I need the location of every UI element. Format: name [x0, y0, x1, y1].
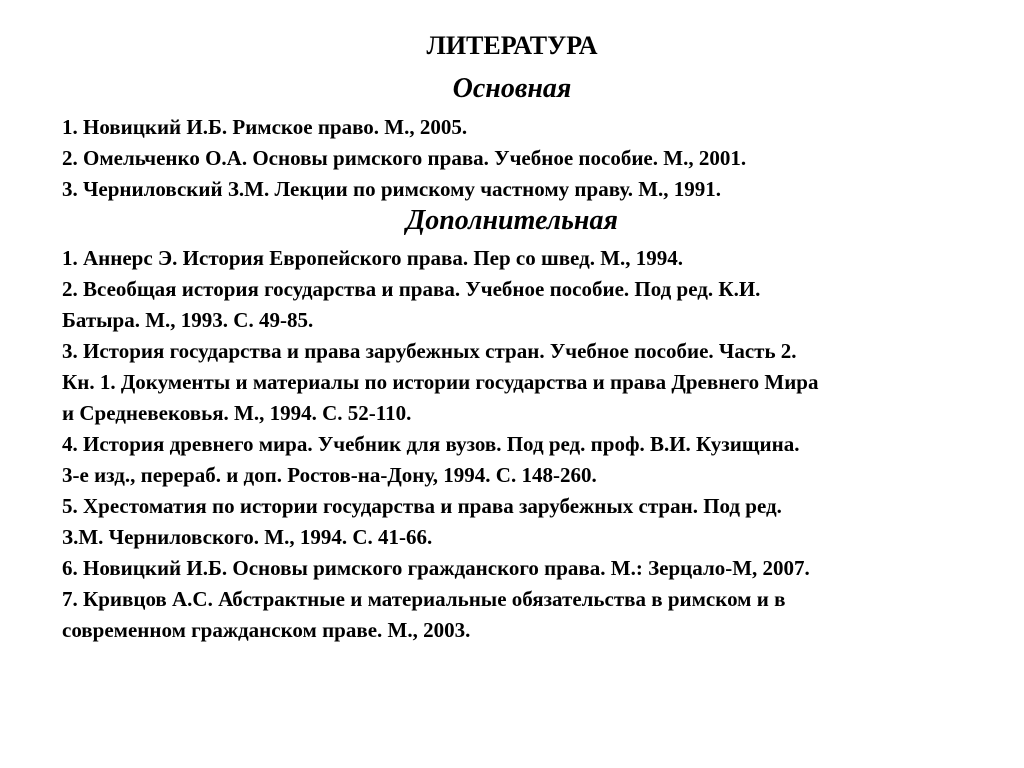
list-item: 1. Новицкий И.Б. Римское право. М., 2005.	[62, 115, 468, 139]
list-item: 3. История государства и права зарубежных стран. Учебное пособие. Часть 2. Кн. 1. Документы и материалы по истории государства и права Древнего Мира и Средневековья. М., 1994. С. 52-110.	[62, 339, 819, 425]
list-item: 7. Кривцов А.С. Абстрактные и материальные обязательства в римском и в современном гражданском праве. М., 2003.	[62, 587, 786, 642]
additional-literature-list	[62, 243, 1002, 646]
list-item: 1. Аннерс Э. История Европейского права. Пер со швед. М., 1994.	[62, 246, 684, 270]
list-item: 2. Омельченко О.А. Основы римского права. Учебное пособие. М., 2001.	[62, 146, 747, 170]
page-title: ЛИТЕРАТУРА	[426, 31, 598, 60]
list-item: 4. История древнего мира. Учебник для вузов. Под ред. проф. В.И. Кузищина. 3-е изд., перераб. и доп. Ростов-на-Дону, 1994. С. 148-260.	[62, 432, 800, 487]
list-item: 2. Всеобщая история государства и права. Учебное пособие. Под ред. К.И. Батыра. М., 1993. С. 49-85.	[62, 277, 761, 332]
main-literature-list	[62, 112, 1002, 205]
section-heading-additional: Дополнительная	[406, 205, 618, 236]
list-item: 3. Черниловский З.М. Лекции по римскому частному праву. М., 1991.	[62, 177, 722, 201]
list-item: 6. Новицкий И.Б. Основы римского гражданского права. М.: Зерцало-М, 2007.	[62, 556, 810, 580]
list-item: 5. Хрестоматия по истории государства и права зарубежных стран. Под ред. З.М. Черниловского. М., 1994. С. 41-66.	[62, 494, 782, 549]
section-heading-main: Основная	[452, 73, 572, 104]
